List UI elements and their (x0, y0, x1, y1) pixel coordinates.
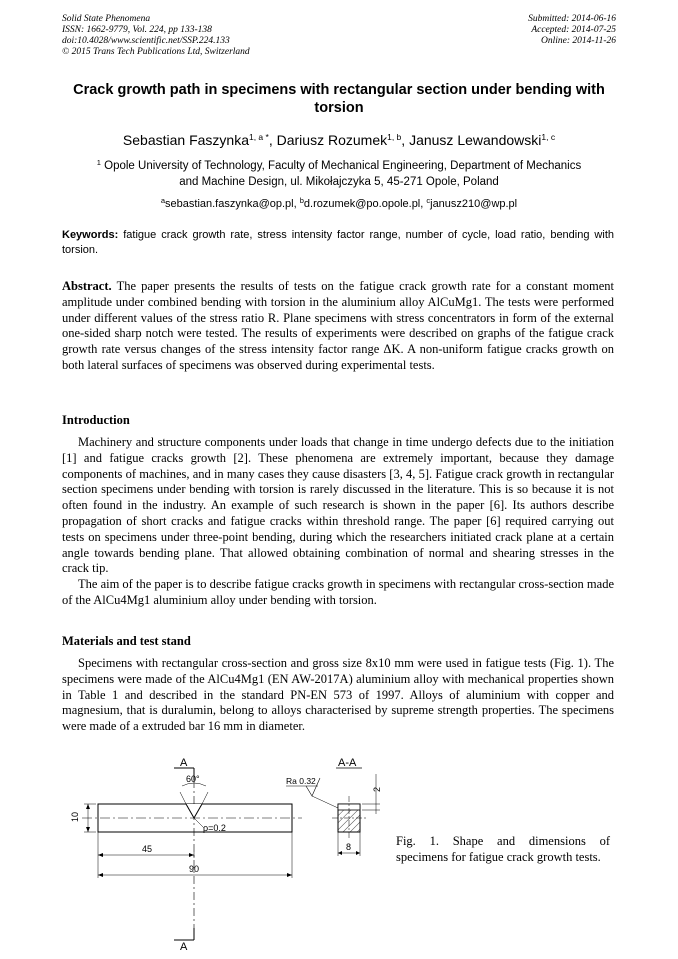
affiliation-line: Opole University of Technology, Faculty of Mechanical Engineering, Department of Mechanics (104, 160, 582, 172)
author-sup: 1, b (387, 132, 402, 142)
angle-label: 60° (186, 774, 200, 784)
email-list: $^a$sebastian.faszynka@op.pl, $^b$d.rozumek@po.opole.pl, $^c$janusz210@wp.pl (160, 196, 518, 210)
section-label-bottom: A (180, 941, 188, 952)
date-submitted: Submitted: 2014-06-16 (528, 14, 616, 24)
author-sup: 1, a * (248, 132, 269, 142)
roughness-label: Ra 0.32 (286, 776, 316, 786)
journal-name: Solid State Phenomena (62, 14, 151, 24)
journal-issn: ISSN: 1662-9779, Vol. 224, pp 133-138 (62, 25, 212, 35)
author-sup: 1, c (541, 132, 556, 142)
email-sup: c (426, 196, 431, 205)
section-view-label: A-A (338, 757, 357, 769)
email-sup: a (160, 196, 166, 205)
figure-1 (62, 752, 402, 952)
journal-header (62, 14, 250, 58)
author-name: Dariusz Rozumek (276, 132, 388, 148)
abstract (62, 279, 614, 374)
dim-half-length: 45 (142, 844, 153, 854)
keywords (62, 228, 614, 257)
paragraph: The aim of the paper is to describe fatigue cracks growth in specimens with rectangular cross-section made of the AlCu4Mg1 aluminium alloy under bending with torsion. (62, 577, 614, 607)
affiliation-sup: 1 (96, 158, 101, 167)
radius-label: ρ=0.2 (203, 823, 226, 833)
paper-title: Crack growth path in specimens with rectangular section under bending with torsion (73, 82, 605, 116)
dim-height: 10 (70, 811, 80, 822)
email-link[interactable]: janusz210@wp.pl (430, 198, 518, 210)
section-heading-introduction: Introduction (62, 413, 130, 427)
introduction-body (62, 435, 614, 609)
journal-doi: doi:10.4028/www.scientific.net/SSP.224.133 (62, 36, 230, 46)
abstract-label: Abstract. (62, 279, 112, 293)
email-sup: b (299, 196, 304, 205)
notch (186, 804, 202, 818)
dim-width: 8 (346, 842, 352, 852)
email-link[interactable]: d.rozumek@po.opole.pl (303, 198, 421, 210)
dim-length: 90 (189, 864, 200, 874)
affiliation-line: and Machine Design, ul. Mikołajczyka 5, 45-271 Opole, Poland (179, 175, 499, 188)
email-link[interactable]: sebastian.faszynka@op.pl (165, 198, 294, 210)
specimen-drawing (62, 752, 402, 952)
materials-body (62, 656, 614, 735)
author-list: Sebastian Faszynka$^{1, a *}$, Dariusz Rozumek$^{1, b}$, Janusz Lewandowski$^{1, c}$ (122, 132, 556, 148)
abstract-text: The paper presents the results of tests on the fatigue crack growth rate for a constant moment amplitude under combined bending with torsion in the aluminium alloy AlCuMg1. The tests were performed under different values of the stress ratio R. Plane specimens with stress concentrators in form of the external one-sided sharp notch were tested. The results of experiments were described on graphs of the fatigue crack growth rate versus changes of the stress intensity factor range ΔK. A non-uniform fatigue cracks growth on both lateral surfaces of specimens was observed during experimental tests. (62, 279, 614, 372)
author-name: Janusz Lewandowski (409, 132, 542, 148)
keywords-text: fatigue crack growth rate, stress intensity factor range, number of cycle, load ratio, bending with torsion. (62, 229, 614, 256)
affiliation (62, 155, 616, 190)
date-accepted: Accepted: 2014-07-25 (531, 25, 616, 35)
journal-copyright: © 2015 Trans Tech Publications Ltd, Switzerland (62, 47, 250, 57)
dim-notch-depth: 2 (372, 786, 382, 792)
dates-header (528, 14, 616, 47)
paragraph: Specimens with rectangular cross-section and gross size 8x10 mm were used in fatigue tests (Fig. 1). The specimens were made of the AlCu4Mg1 (EN AW-2017A) aluminium alloy with mechanical properties shown in Table 1 and described in the standard PN-EN 573 of 1997. Alloys of aluminium with copper and magnesium, that is duralumin, belong to alloys characterised by supreme strength properties. The specimens were made of a extruded bar 16 mm in diameter. (62, 656, 614, 734)
section-label-top: A (180, 757, 188, 769)
keywords-label: Keywords: (62, 229, 119, 241)
section-heading-materials: Materials and test stand (62, 634, 191, 648)
author-name: Sebastian Faszynka (122, 132, 249, 148)
date-online: Online: 2014-11-26 (540, 36, 616, 46)
paragraph: Machinery and structure components under loads that change in time undergo defects due to the initiation [1] and fatigue cracks growth [2]. These phenomena are extremely important, because they damage components of machines, and in many cases they cause disasters [3, 4, 5]. Fatigue crack growth in rectangular section specimens under bending with torsion is rarely discussed in the literature. This is so because it is not often found in the industry. An example of such research is shown in the paper [6]. Its authors describe propagation of short cracks and fatigue cracks within threshold range. The paper [6] required carrying out tests on specimens under three-point bending, during which the researchers initiated crack plane at a certain angle towards bending plane. That allowed obtaining combination of normal and shearing stresses in the crack tip. (62, 435, 614, 576)
figure-caption: Fig. 1. Shape and dimensions of specimens for fatigue crack growth tests. (396, 834, 610, 864)
